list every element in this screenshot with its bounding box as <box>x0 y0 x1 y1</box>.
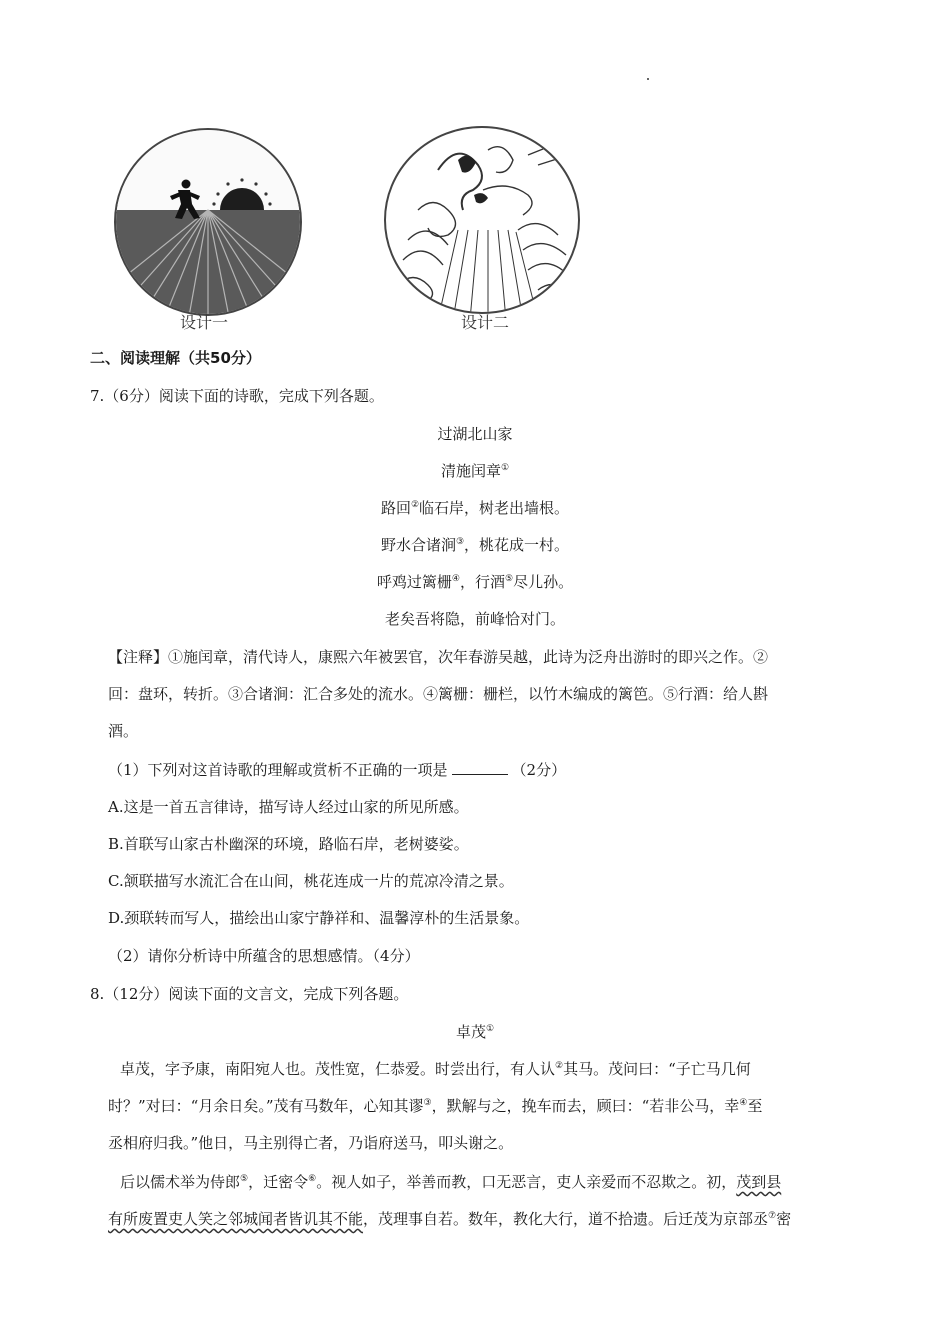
poem-notes-line-1: 【注释】①施闰章，清代诗人，康熙六年被罢官，次年春游吴越，此诗为泛舟出游时的即兴之作。② <box>108 648 769 666</box>
design-one-image <box>108 122 308 322</box>
q7-sub2: （2）请你分析诗中所蕴含的思想感情。（4分） <box>108 947 420 965</box>
poem-line-4: 老矣吾将隐，前峰恰对门。 <box>384 610 565 628</box>
page-dot <box>647 78 649 80</box>
poem-notes-line-2: 回：盘环，转折。③合诸涧：汇合多处的流水。④篱栅：栅栏，以竹木编成的篱笆。⑤行酒：给人斟 <box>108 685 769 703</box>
option-a: A.这是一首五言律诗，描写诗人经过山家的所见所感。 <box>108 798 469 816</box>
passage-p1-line-3: 丞相府归我。”他日，马主别得亡者，乃诣府送马，叩头谢之。 <box>108 1134 514 1152</box>
poem-line-3: 呼鸡过篱栅④，行酒⑤尽儿孙。 <box>376 573 574 591</box>
passage-title: 卓茂① <box>455 1023 495 1041</box>
passage-p1-line-2: 时？”对曰：“月余日矣。”茂有马数年，心知其谬③，默解与之，挽车而去，顾曰：“若非公马，幸④至 <box>108 1097 763 1115</box>
underlined-sentence-part-2: 有所废置吏人笑之邻城闻者皆讥其不能 <box>108 1210 364 1228</box>
poem-author: 清施闰章① <box>440 462 510 480</box>
design-two-caption: 设计二 <box>461 313 510 332</box>
design-two-image <box>378 120 586 320</box>
q7-sub1: （1）下列对这首诗歌的理解或赏析不正确的一项是 （2分） <box>108 761 567 779</box>
answer-blank[interactable] <box>452 760 508 775</box>
underlined-sentence-part-1: 茂到县 <box>736 1173 782 1191</box>
q7-intro: 7.（6分）阅读下面的诗歌，完成下列各题。 <box>90 387 384 405</box>
option-d: D.颈联转而写人，描绘出山家宁静祥和、温馨淳朴的生活景象。 <box>108 909 530 927</box>
passage-p2-line-1: 后以儒术举为侍郎⑤，迁密令⑥。视人如子，举善而教，口无恶言，吏人亲爱而不忍欺之。初，茂到县 <box>120 1173 782 1191</box>
passage-p2-line-2: 有所废置吏人笑之邻城闻者皆讥其不能，茂理事自若。数年，教化大行，道不拾遗。后迁茂为京部丞⑦密 <box>108 1210 792 1228</box>
option-c: C.颔联描写水流汇合在山间，桃花连成一片的荒凉冷清之景。 <box>108 872 514 890</box>
poem-line-1: 路回②临石岸，树老出墙根。 <box>380 499 570 517</box>
design-one-caption: 设计一 <box>180 313 229 332</box>
passage-p1-line-1: 卓茂，字予康，南阳宛人也。茂性宽，仁恭爱。时尝出行，有人认②其马。茂问曰：“子亡马几何 <box>120 1060 751 1078</box>
option-b: B.首联写山家古朴幽深的环境，路临石岸，老树婆娑。 <box>108 835 469 853</box>
poem-line-2: 野水合诸涧③，桃花成一村。 <box>380 536 570 554</box>
poem-title: 过湖北山家 <box>437 425 513 443</box>
q8-intro: 8.（12分）阅读下面的文言文，完成下列各题。 <box>90 985 409 1003</box>
section-title: 二、阅读理解（共50分） <box>90 349 261 367</box>
poem-notes-line-3: 酒。 <box>108 722 139 740</box>
